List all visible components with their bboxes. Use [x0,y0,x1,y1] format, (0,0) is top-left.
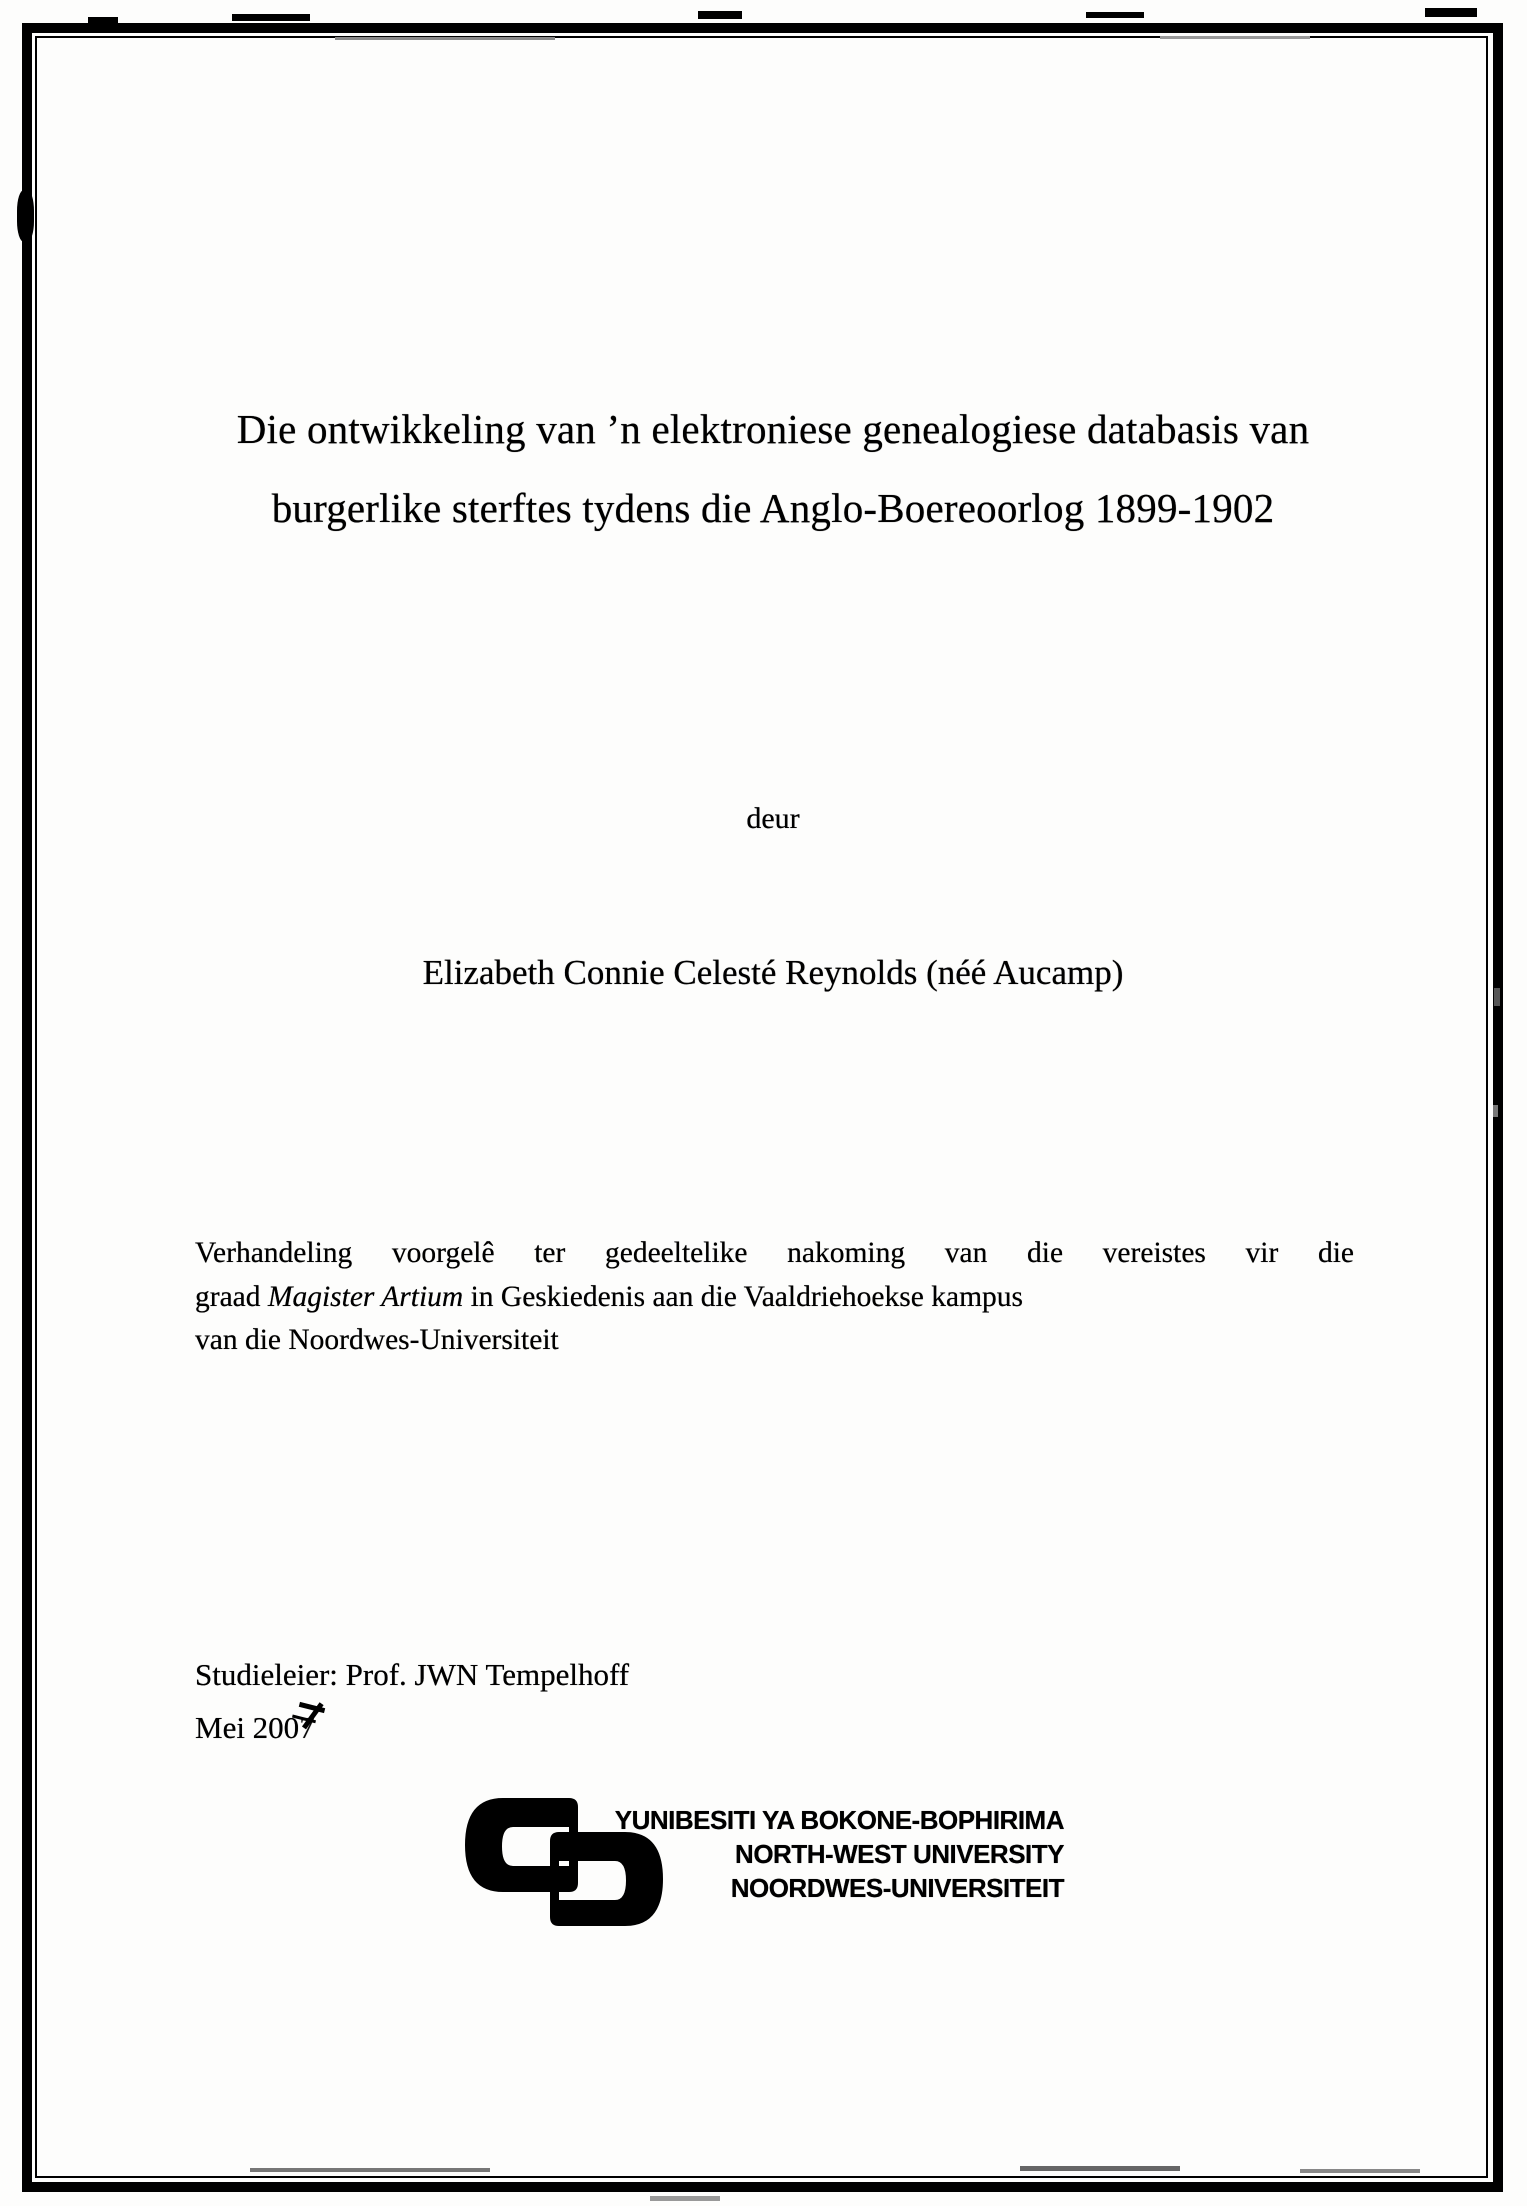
scan-artifact [1300,2169,1420,2173]
scan-artifact [698,11,742,19]
thesis-title [20,390,1526,548]
scan-artifact [1086,12,1144,18]
scan-artifact [1493,1105,1498,1117]
scan-artifact [17,190,34,242]
degree-name: Magister Artium [267,1280,464,1313]
declaration-line-2-before: graad [195,1280,268,1313]
thesis-title-line-2: burgerlike sterftes tydens die Anglo-Boereoorlog 1899-1902 [271,485,1275,531]
declaration-line-1: Verhandeling voorgelê ter gedeeltelike nakoming van die vereistes vir die [195,1237,1354,1269]
declaration-line-2-after: in Geskiedenis aan die Vaaldriehoekse kampus [463,1280,1023,1313]
credits-block [195,1648,629,1754]
scan-artifact [250,2168,490,2172]
date-line [195,1701,629,1754]
scan-artifact [88,17,118,23]
date-crossed-seven: 7 [299,1701,326,1731]
scan-artifact [232,14,310,21]
nwu-logo-wordmark [588,1803,1064,1905]
scan-artifact [1425,8,1477,17]
declaration-line-2 [195,1276,1354,1320]
declaration-line-3: van die Noordwes-Universiteit [195,1324,559,1356]
logo-line-setswana: YUNIBESITI YA BOKONE-BOPHIRIMA [614,1805,1064,1835]
author-name: Elizabeth Connie Celesté Reynolds (néé Aucamp) [422,953,1124,992]
scan-artifact [650,2196,720,2201]
thesis-title-line-1: Die ontwikkeling van ’n elektroniese genealogiese databasis van [236,406,1310,452]
degree-declaration [195,1232,1354,1363]
scan-artifact [1160,36,1310,39]
logo-line-afrikaans: NOORDWES-UNIVERSITEIT [730,1873,1064,1903]
scan-artifact [335,37,555,40]
supervisor-line: Studieleier: Prof. JWN Tempelhoff [195,1657,630,1692]
byline-label: deur [746,802,800,835]
date-prefix: Mei 200 [195,1710,300,1745]
logo-line-english: NORTH-WEST UNIVERSITY [735,1839,1064,1869]
scan-artifact [1020,2166,1180,2171]
